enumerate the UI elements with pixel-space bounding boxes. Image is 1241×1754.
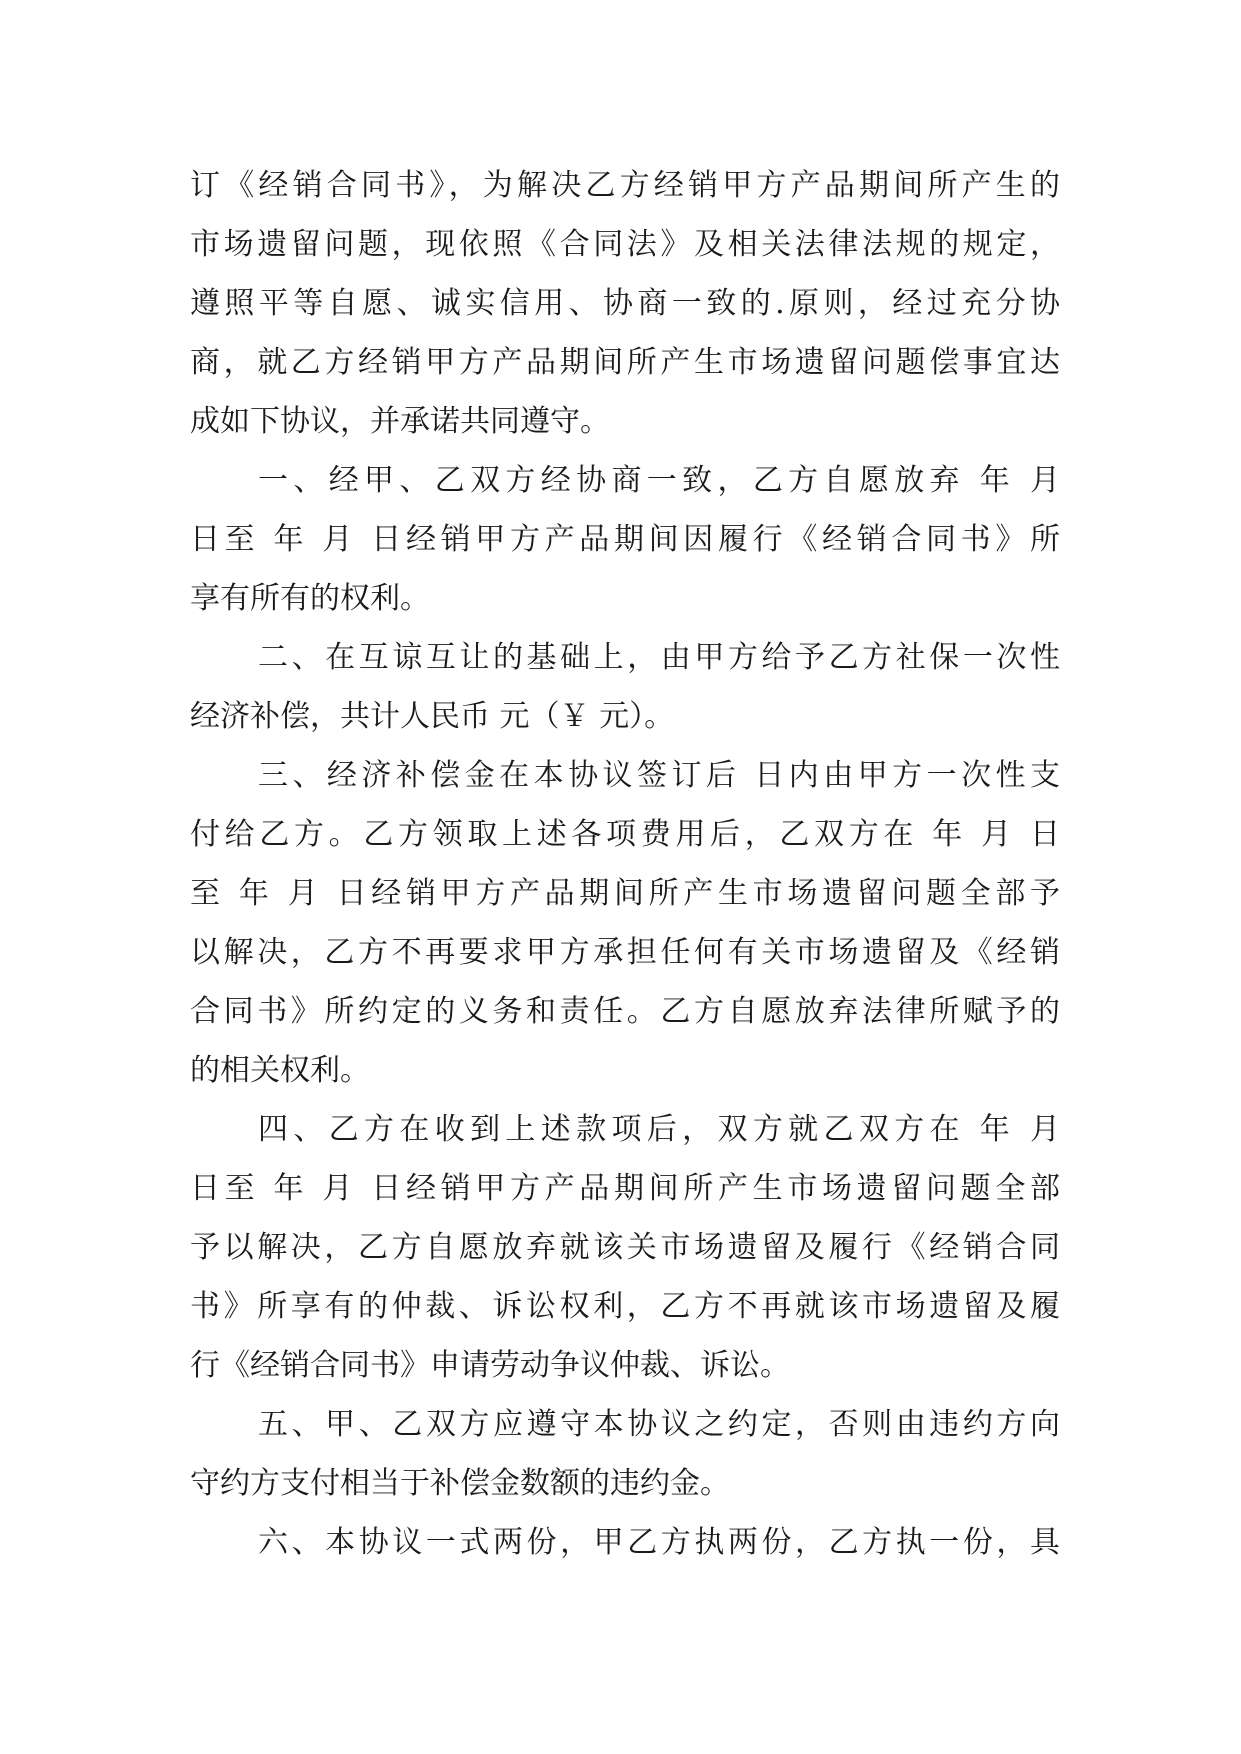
text-line: 合同书》所约定的义务和责任。乙方自愿放弃法律所赋予的	[190, 994, 1060, 1029]
text-line: 经济补偿，共计人民币 元（￥ 元）。	[190, 699, 675, 734]
text-line: 日至 年 月 日经销甲方产品期间因履行《经销合同书》所	[190, 522, 1060, 557]
text-line: 守约方支付相当于补偿金数额的违约金。	[190, 1466, 730, 1501]
text-line: 三、经济补偿金在本协议签订后 日内由甲方一次性支	[258, 758, 1060, 793]
document-body	[190, 156, 1060, 1572]
text-line: 四、乙方在收到上述款项后，双方就乙双方在 年 月	[258, 1112, 1060, 1147]
text-line: 商，就乙方经销甲方产品期间所产生市场遗留问题偿事宜达	[190, 345, 1060, 380]
text-line: 以解决，乙方不再要求甲方承担任何有关市场遗留及《经销	[190, 935, 1060, 970]
text-line: 享有所有的权利。	[190, 581, 430, 616]
text-line: 日至 年 月 日经销甲方产品期间所产生市场遗留问题全部	[190, 1171, 1060, 1206]
text-line: 行《经销合同书》申请劳动争议仲裁、诉讼。	[190, 1348, 790, 1383]
text-line: 书》所享有的仲裁、诉讼权利，乙方不再就该市场遗留及履	[190, 1289, 1060, 1324]
text-line: 五、甲、乙双方应遵守本协议之约定，否则由违约方向	[258, 1407, 1060, 1442]
text-line: 二、在互谅互让的基础上，由甲方给予乙方社保一次性	[258, 640, 1060, 675]
text-line: 一、经甲、乙双方经协商一致，乙方自愿放弃 年 月	[258, 463, 1060, 498]
text-line: 六、本协议一式两份，甲乙方执两份，乙方执一份，具	[258, 1525, 1060, 1560]
text-line: 订《经销合同书》，为解决乙方经销甲方产品期间所产生的	[190, 168, 1060, 203]
text-line: 至 年 月 日经销甲方产品期间所产生市场遗留问题全部予	[190, 876, 1060, 911]
text-line: 的相关权利。	[190, 1053, 370, 1088]
text-line: 成如下协议，并承诺共同遵守。	[190, 404, 610, 439]
text-line: 付给乙方。乙方领取上述各项费用后，乙双方在 年 月 日	[190, 817, 1060, 852]
text-line: 遵照平等自愿、诚实信用、协商一致的.原则，经过充分协	[190, 286, 1060, 321]
text-line: 予以解决，乙方自愿放弃就该关市场遗留及履行《经销合同	[190, 1230, 1060, 1265]
text-line: 市场遗留问题，现依照《合同法》及相关法律法规的规定，	[190, 227, 1060, 262]
